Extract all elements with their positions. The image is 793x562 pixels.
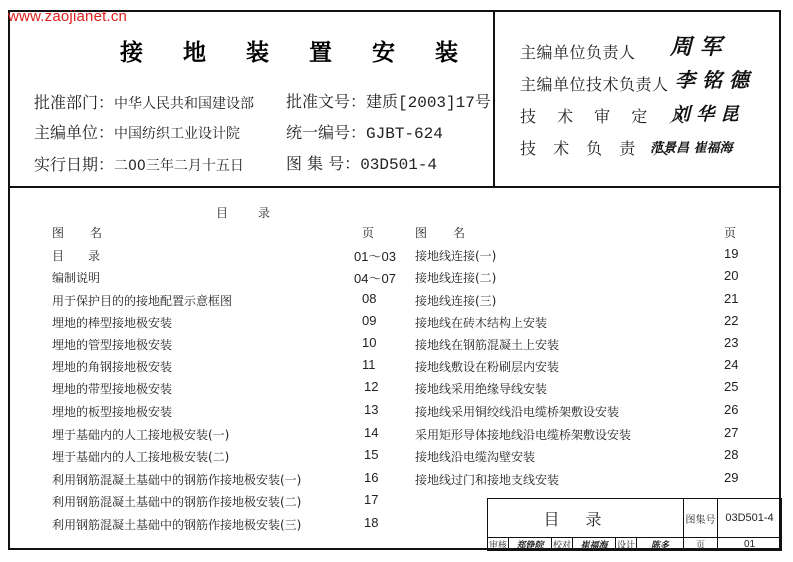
toc-header-page-right: 页 — [724, 226, 737, 240]
atlas-number-label: 图集号 — [683, 498, 718, 538]
meta-value: 03D501-4 — [360, 156, 437, 174]
toc-page: 27 — [724, 425, 739, 440]
toc-page: 09 — [362, 313, 377, 328]
toc-item[interactable]: 用于保护目的的接地配置示意框图 — [52, 294, 233, 308]
toc-item[interactable]: 接地线在钢筋混凝土上安装 — [415, 338, 560, 352]
meta-approval-dept — [34, 90, 254, 113]
review-label: 审核 — [487, 537, 509, 551]
toc-page: 29 — [724, 470, 739, 485]
toc-page: 21 — [724, 291, 739, 306]
toc-page: 14 — [364, 425, 379, 440]
meta-atlas-no — [286, 151, 437, 174]
toc-item[interactable]: 接地线连接(一) — [415, 249, 497, 263]
header-vertical-divider — [493, 10, 495, 187]
toc-page: 11 — [362, 357, 376, 372]
design-label: 设计 — [615, 537, 637, 551]
toc-title: 目录 — [216, 206, 301, 220]
toc-item[interactable]: 目 录 — [52, 249, 101, 263]
toc-page: 18 — [364, 515, 379, 530]
toc-header-name-left: 图名 — [52, 226, 129, 240]
toc-page: 04～07 — [354, 271, 396, 286]
resp-tech-lead: 技 术 负 责 人 — [520, 139, 675, 158]
toc-item[interactable]: 接地线敷设在粉刷层内安装 — [415, 360, 560, 374]
toc-item[interactable]: 接地线采用铜绞线沿电缆桥架敷设安装 — [415, 405, 620, 419]
toc-page: 12 — [364, 379, 379, 394]
toc-page: 10 — [362, 335, 377, 350]
meta-value: 建质[2003]17号 — [366, 94, 491, 112]
meta-label: 图 集 号： — [286, 154, 361, 173]
toc-page: 01～03 — [354, 249, 396, 264]
meta-label: 统一编号： — [286, 123, 367, 142]
toc-item[interactable]: 埋地的带型接地极安装 — [52, 382, 173, 396]
meta-label: 主编单位： — [34, 123, 115, 142]
toc-header-name-right: 图名 — [415, 226, 492, 240]
toc-item[interactable]: 接地线沿电缆沟壁安装 — [415, 450, 536, 464]
meta-value: 二00三年二月十五日 — [114, 158, 244, 174]
toc-item[interactable]: 接地线过门和接地支线安装 — [415, 473, 560, 487]
page-label: 页 — [683, 537, 718, 551]
meta-value: 中国纺织工业设计院 — [114, 126, 241, 142]
toc-page: 13 — [364, 402, 379, 417]
toc-item[interactable]: 采用矩形导体接地线沿电缆桥架敷设安装 — [415, 428, 632, 442]
meta-value: 中华人民共和国建设部 — [114, 96, 255, 112]
toc-item[interactable]: 埋地的板型接地极安装 — [52, 405, 173, 419]
atlas-number-value: 03D501-4 — [717, 498, 782, 538]
header-divider — [8, 186, 781, 188]
toc-item[interactable]: 接地线连接(二) — [415, 271, 497, 285]
resp-tech-chief: 主编单位技术负责人 — [520, 75, 669, 94]
toc-page: 22 — [724, 313, 739, 328]
toc-item[interactable]: 埋地的角钢接地极安装 — [52, 360, 173, 374]
toc-page: 24 — [724, 357, 739, 372]
signature-tech-chief: 李 铭 德 — [675, 68, 749, 92]
check-label: 校对 — [551, 537, 573, 551]
toc-page: 25 — [724, 379, 739, 394]
toc-item[interactable]: 埋于基础内的人工接地极安装(二) — [52, 450, 230, 464]
toc-page: 15 — [364, 447, 379, 462]
meta-approval-no — [286, 89, 491, 112]
toc-page: 20 — [724, 268, 739, 283]
meta-effective-date — [34, 152, 244, 175]
toc-item[interactable]: 利用钢筋混凝土基础中的钢筋作接地极安装(一) — [52, 473, 302, 487]
toc-page: 23 — [724, 335, 739, 350]
meta-label: 批准部门： — [34, 93, 115, 112]
toc-page: 08 — [362, 291, 377, 306]
toc-page: 28 — [724, 447, 739, 462]
meta-editor-unit — [34, 120, 240, 143]
page-value: 01 — [717, 537, 782, 551]
title-block-drawing-title: 目录 — [487, 498, 684, 538]
toc-item[interactable]: 编制说明 — [52, 271, 101, 285]
design-signature: 陈多 — [636, 537, 684, 551]
toc-item[interactable]: 接地线连接(三) — [415, 294, 497, 308]
meta-value: GJBT-624 — [366, 125, 443, 143]
signature-reviewer: 刘 华 昆 — [672, 104, 739, 125]
toc-item[interactable]: 埋地的棒型接地极安装 — [52, 316, 173, 330]
document-title: 接 地 装 置 安 装 — [120, 39, 475, 66]
toc-header-page-left: 页 — [362, 226, 375, 240]
meta-unified-no — [286, 120, 443, 143]
toc-page: 19 — [724, 246, 739, 261]
toc-page: 26 — [724, 402, 739, 417]
meta-label: 实行日期： — [34, 155, 115, 174]
toc-item[interactable]: 接地线采用绝缘导线安装 — [415, 382, 548, 396]
meta-label: 批准文号： — [286, 92, 367, 111]
toc-page: 17 — [364, 492, 379, 507]
resp-chief-editor: 主编单位负责人 — [520, 43, 636, 62]
review-signature: 郑铮院 — [508, 537, 552, 551]
toc-item[interactable]: 利用钢筋混凝土基础中的钢筋作接地极安装(三) — [52, 518, 302, 532]
signature-chief-editor: 周 军 — [670, 34, 722, 60]
watermark: www.zaojianet.cn — [8, 8, 128, 25]
toc-item[interactable]: 接地线在砖木结构上安装 — [415, 316, 548, 330]
toc-item[interactable]: 利用钢筋混凝土基础中的钢筋作接地极安装(二) — [52, 495, 302, 509]
toc-item[interactable]: 埋地的管型接地极安装 — [52, 338, 173, 352]
signature-tech-lead: 范景昌 崔福海 — [650, 141, 733, 156]
toc-page: 16 — [364, 470, 379, 485]
resp-reviewer: 技 术 审 定 人 — [520, 107, 693, 126]
toc-item[interactable]: 埋于基础内的人工接地极安装(一) — [52, 428, 230, 442]
check-signature: 崔福海 — [572, 537, 616, 551]
